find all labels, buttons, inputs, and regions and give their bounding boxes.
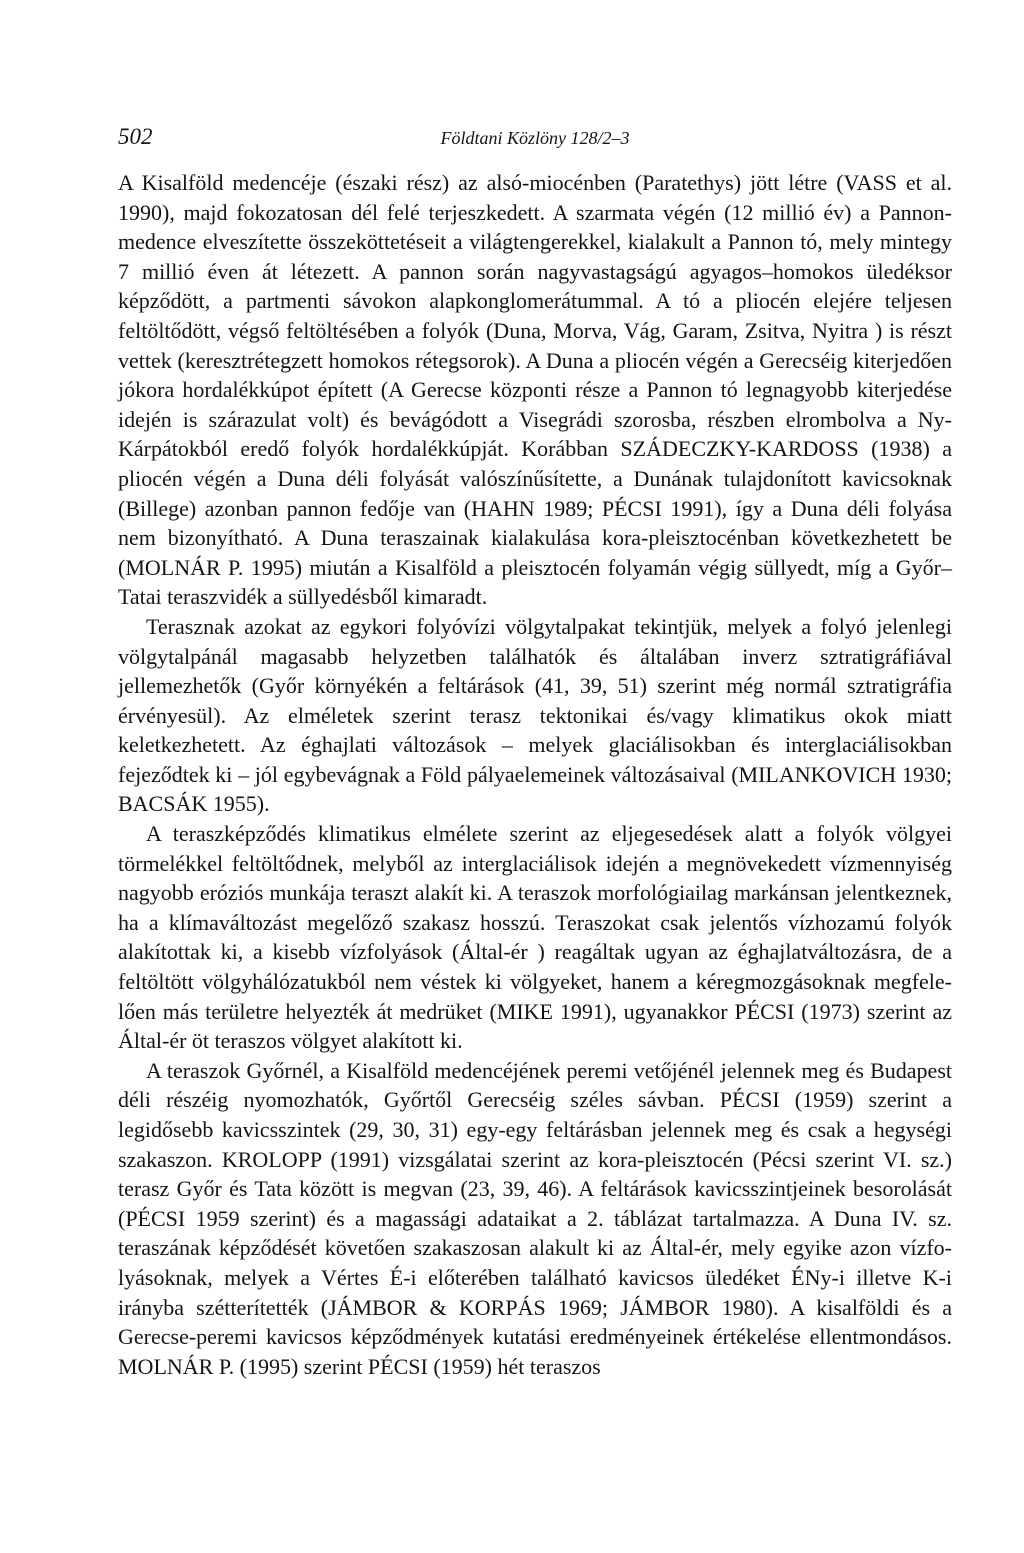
journal-page — [118, 120, 952, 1381]
paragraph: A Kisalföld medencéje (északi rész) az alsó-miocénben (Paratethys) jött létre (VASS et al. 1990), majd fokozatosan dél felé terjeszkedett. A szarmata végén (12 millió év) a Pannon-medence elveszítette összeköttetéseit a világtengerekkel, kialakult a Pannon tó, mely mintegy 7 millió éven át létezett. A pannon során nagyvastagságú agyagos–homokos üledéksor képződött, a partmenti sávokon alapkonglomerátummal. A tó a pliocén elejére teljesen feltöltődött, végső feltöltésében a folyók (Duna, Morva, Vág, Garam, Zsitva, Nyitra ) is részt vettek (keresztrétegzett homokos rétegsorok). A Duna a pliocén végén a Gerecséig kiterjedően jókora hordalékkúpot épített (A Gerecse központi része a Pannon tó legnagyobb kiterjedése idején is szárazulat volt) és bevágódott a Visegrádi szorosba, részben elrombolva a Ny-Kárpátokból eredő folyók hordalékkúpját. Korábban SZÁDECZKY-KARDOSS (1938) a pliocén végén a Duna déli folyását valószínűsítette, a Dunának tulajdonított kavicsoknak (Billege) azonban pannon fedője van (HAHN 1989; PÉCSI 1991), így a Duna déli folyása nem bizonyítható. A Duna teraszainak kialakulása kora-pleisztocénban következhetett be (MOLNÁR P. 1995) miután a Kisalföld a pleisztocén folyamán végig süllyedt, míg a Győr–Tatai teraszvidék a süllyedésből kimaradt. — [118, 170, 952, 610]
body-text — [118, 168, 952, 1381]
paragraph: A teraszok Győrnél, a Kisalföld medencéjének peremi vetőjénél jelennek meg és Budapest déli részéig nyomozhatók, Győrtől Gerecséig széles sávban. PÉCSI (1959) szerint a legidősebb kavicsszintek (29, 30, 31) egy-egy feltárásban jelennek meg és csak a hegységi szakaszon. KROLOPP (1991) vizsgálatai szerint az kora-pleisztocén (Pécsi szerint VI. sz.) terasz Győr és Tata között is megvan (23, 39, 46). A feltárások kavicsszintjeinek besorolását (PÉCSI 1959 szerint) és a magassági adataikat a 2. táblázat tartalmazza. A Duna IV. sz. teraszának képződését követően szakaszosan alakult ki az Által-ér, mely egyike azon vízfolyásoknak, melyek a Vértes É-i előterében található kavicsos üledéket ÉNy-i illetve K-i irányba szétterítették (JÁMBOR & KORPÁS 1969; JÁMBOR 1980). A kisalföldi és a Gerecse-peremi kavicsos képződmények kutatási eredményeinek értékelése ellentmondásos. MOLNÁR P. (1995) szerint PÉCSI (1959) hét teraszos — [118, 1057, 952, 1379]
paragraph: Terasznak azokat az egykori folyóvízi völgytalpakat tekintjük, melyek a folyó jelenlegi völgytalpánál magasabb helyzetben találhatók és általában inverz sztratigráfiával jellemezhetők (Győr környékén a feltárások (41, 39, 51) szerint még normál sztratigráfia érvényesül). Az elméletek szerint terasz tektonikai és/vagy klimatikus okok miatt keletkezhetett. Az éghajlati változások – melyek glaciálisokban és interglaciálisokban fejeződtek ki – jól egybevágnak a Föld pályaelemeinek változásaival (MILANKOVICH 1930; BACSÁK 1955). — [118, 613, 952, 817]
paragraph: A teraszképződés klimatikus elmélete szerint az eljegesedések alatt a folyók völgyei törmelékkel feltöltődnek, melyből az interglaciálisok idején a megnövekedett vízmennyiség nagyobb eróziós munkája teraszt alakít ki. A teraszok morfológiailag markánsan jelentkeznek, ha a klímaváltozást megelőző szakasz hosszú. Teraszokat csak jelentős vízhozamú folyók alakítottak ki, a kisebb vízfolyások (Által-ér ) reagáltak ugyan az éghajlatváltozásra, de a feltöltött völgyhálózatukból nem véstek ki völgyeket, hanem a kéregmozgásoknak megfelelően más területre helyezték át medrüket (MIKE 1991), ugyanakkor PÉCSI (1973) szerint az Által-ér öt teraszos völgyet alakított ki. — [118, 821, 952, 1054]
journal-title: Földtani Közlöny 128/2–3 — [440, 128, 630, 148]
page-number: 502 — [118, 124, 153, 149]
running-head — [118, 120, 952, 160]
